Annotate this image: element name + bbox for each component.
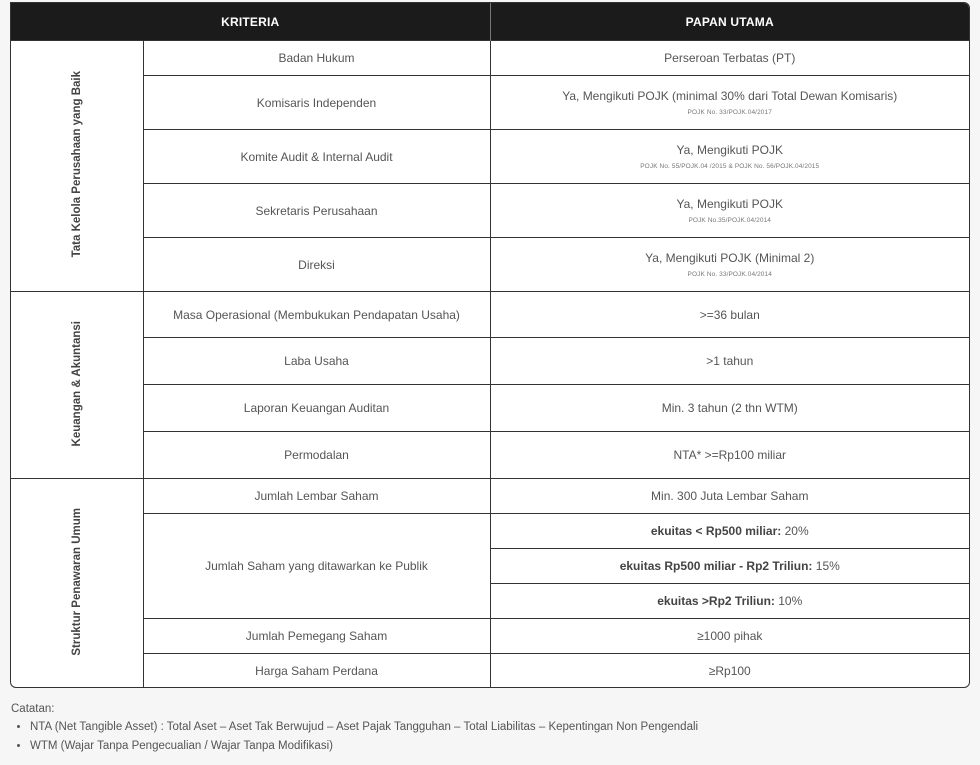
- table-row: [11, 130, 969, 184]
- section-label: Struktur Penawaran Umum: [70, 508, 83, 657]
- table-row: [11, 41, 969, 76]
- criteria-value: ≥1000 pihak: [490, 619, 969, 654]
- criteria-value: [490, 514, 969, 549]
- table-header-row: [11, 3, 969, 41]
- section-label: Tata Kelola Perusahaan yang Baik: [70, 71, 83, 258]
- table-row: [11, 514, 969, 549]
- regulation-ref: POJK No.35/POJK.04/2014: [688, 217, 771, 224]
- table-row: [11, 619, 969, 654]
- criteria-value: ≥Rp100: [490, 654, 969, 689]
- value-text: Ya, Mengikuti POJK: [676, 197, 783, 211]
- criteria-table-container: [10, 2, 970, 688]
- criteria-label: Komite Audit & Internal Audit: [143, 130, 490, 184]
- criteria-table: [11, 3, 969, 688]
- notes: [11, 703, 698, 758]
- criteria-label: Laporan Keuangan Auditan: [143, 385, 490, 432]
- regulation-ref: POJK No. 55/POJK.04 /2015 & POJK No. 56/POJK.04/2015: [640, 163, 820, 170]
- notes-list: [11, 720, 698, 754]
- regulation-ref: POJK No. 33/POJK.04/2014: [687, 271, 772, 278]
- table-row: [11, 338, 969, 385]
- regulation-ref: POJK No. 33/POJK.04/2017: [687, 109, 772, 116]
- criteria-value: [490, 584, 969, 619]
- criteria-value: [490, 238, 969, 292]
- criteria-label: Badan Hukum: [143, 41, 490, 76]
- criteria-label: Jumlah Lembar Saham: [143, 479, 490, 514]
- tier-percent: 15%: [812, 559, 840, 573]
- criteria-value: Perseroan Terbatas (PT): [490, 41, 969, 76]
- tier-equity: ekuitas < Rp500 miliar:: [650, 524, 782, 538]
- section-finance: [11, 292, 143, 479]
- header-board: PAPAN UTAMA: [490, 3, 969, 41]
- table-row: [11, 292, 969, 338]
- criteria-label: Harga Saham Perdana: [143, 654, 490, 689]
- criteria-value: Min. 3 tahun (2 thn WTM): [490, 385, 969, 432]
- criteria-label: Masa Operasional (Membukukan Pendapatan Usaha): [143, 292, 490, 338]
- section-governance: [11, 41, 143, 292]
- table-row: [11, 654, 969, 689]
- tier-equity: ekuitas Rp500 miliar - Rp2 Triliun:: [619, 559, 813, 573]
- criteria-value: >=36 bulan: [490, 292, 969, 338]
- table-row: [11, 76, 969, 130]
- criteria-value: [490, 549, 969, 584]
- criteria-label: Laba Usaha: [143, 338, 490, 385]
- criteria-value: Min. 300 Juta Lembar Saham: [490, 479, 969, 514]
- value-text: Ya, Mengikuti POJK: [676, 143, 783, 157]
- criteria-label: Jumlah Saham yang ditawarkan ke Publik: [143, 514, 490, 619]
- note-item: • WTM (Wajar Tanpa Pengecualian / Wajar Tanpa Modifikasi): [30, 739, 698, 754]
- criteria-value: [490, 76, 969, 130]
- criteria-value: [490, 130, 969, 184]
- table-row: [11, 238, 969, 292]
- table-row: [11, 479, 969, 514]
- table-row: [11, 385, 969, 432]
- table-row: [11, 184, 969, 238]
- criteria-label: Komisaris Independen: [143, 76, 490, 130]
- notes-title: Catatan:: [11, 703, 55, 715]
- criteria-value: [490, 184, 969, 238]
- value-text: Ya, Mengikuti POJK (Minimal 2): [645, 251, 815, 265]
- criteria-label: Direksi: [143, 238, 490, 292]
- criteria-value: NTA* >=Rp100 miliar: [490, 432, 969, 479]
- note-item: • NTA (Net Tangible Asset) : Total Aset – Aset Tak Berwujud – Aset Pajak Tangguhan – Total Liabilitas – Kepentingan Non Pengendali: [30, 720, 698, 735]
- criteria-label: Jumlah Pemegang Saham: [143, 619, 490, 654]
- table-row: [11, 432, 969, 479]
- value-text: Ya, Mengikuti POJK (minimal 30% dari Total Dewan Komisaris): [562, 89, 898, 103]
- section-label: Keuangan & Akuntansi: [70, 320, 83, 447]
- criteria-label: Permodalan: [143, 432, 490, 479]
- tier-equity: ekuitas >Rp2 Triliun:: [657, 594, 775, 608]
- tier-percent: 20%: [781, 524, 809, 538]
- header-criteria: KRITERIA: [11, 3, 490, 41]
- section-offering: [11, 479, 143, 689]
- tier-percent: 10%: [774, 594, 803, 608]
- criteria-label: Sekretaris Perusahaan: [143, 184, 490, 238]
- criteria-value: >1 tahun: [490, 338, 969, 385]
